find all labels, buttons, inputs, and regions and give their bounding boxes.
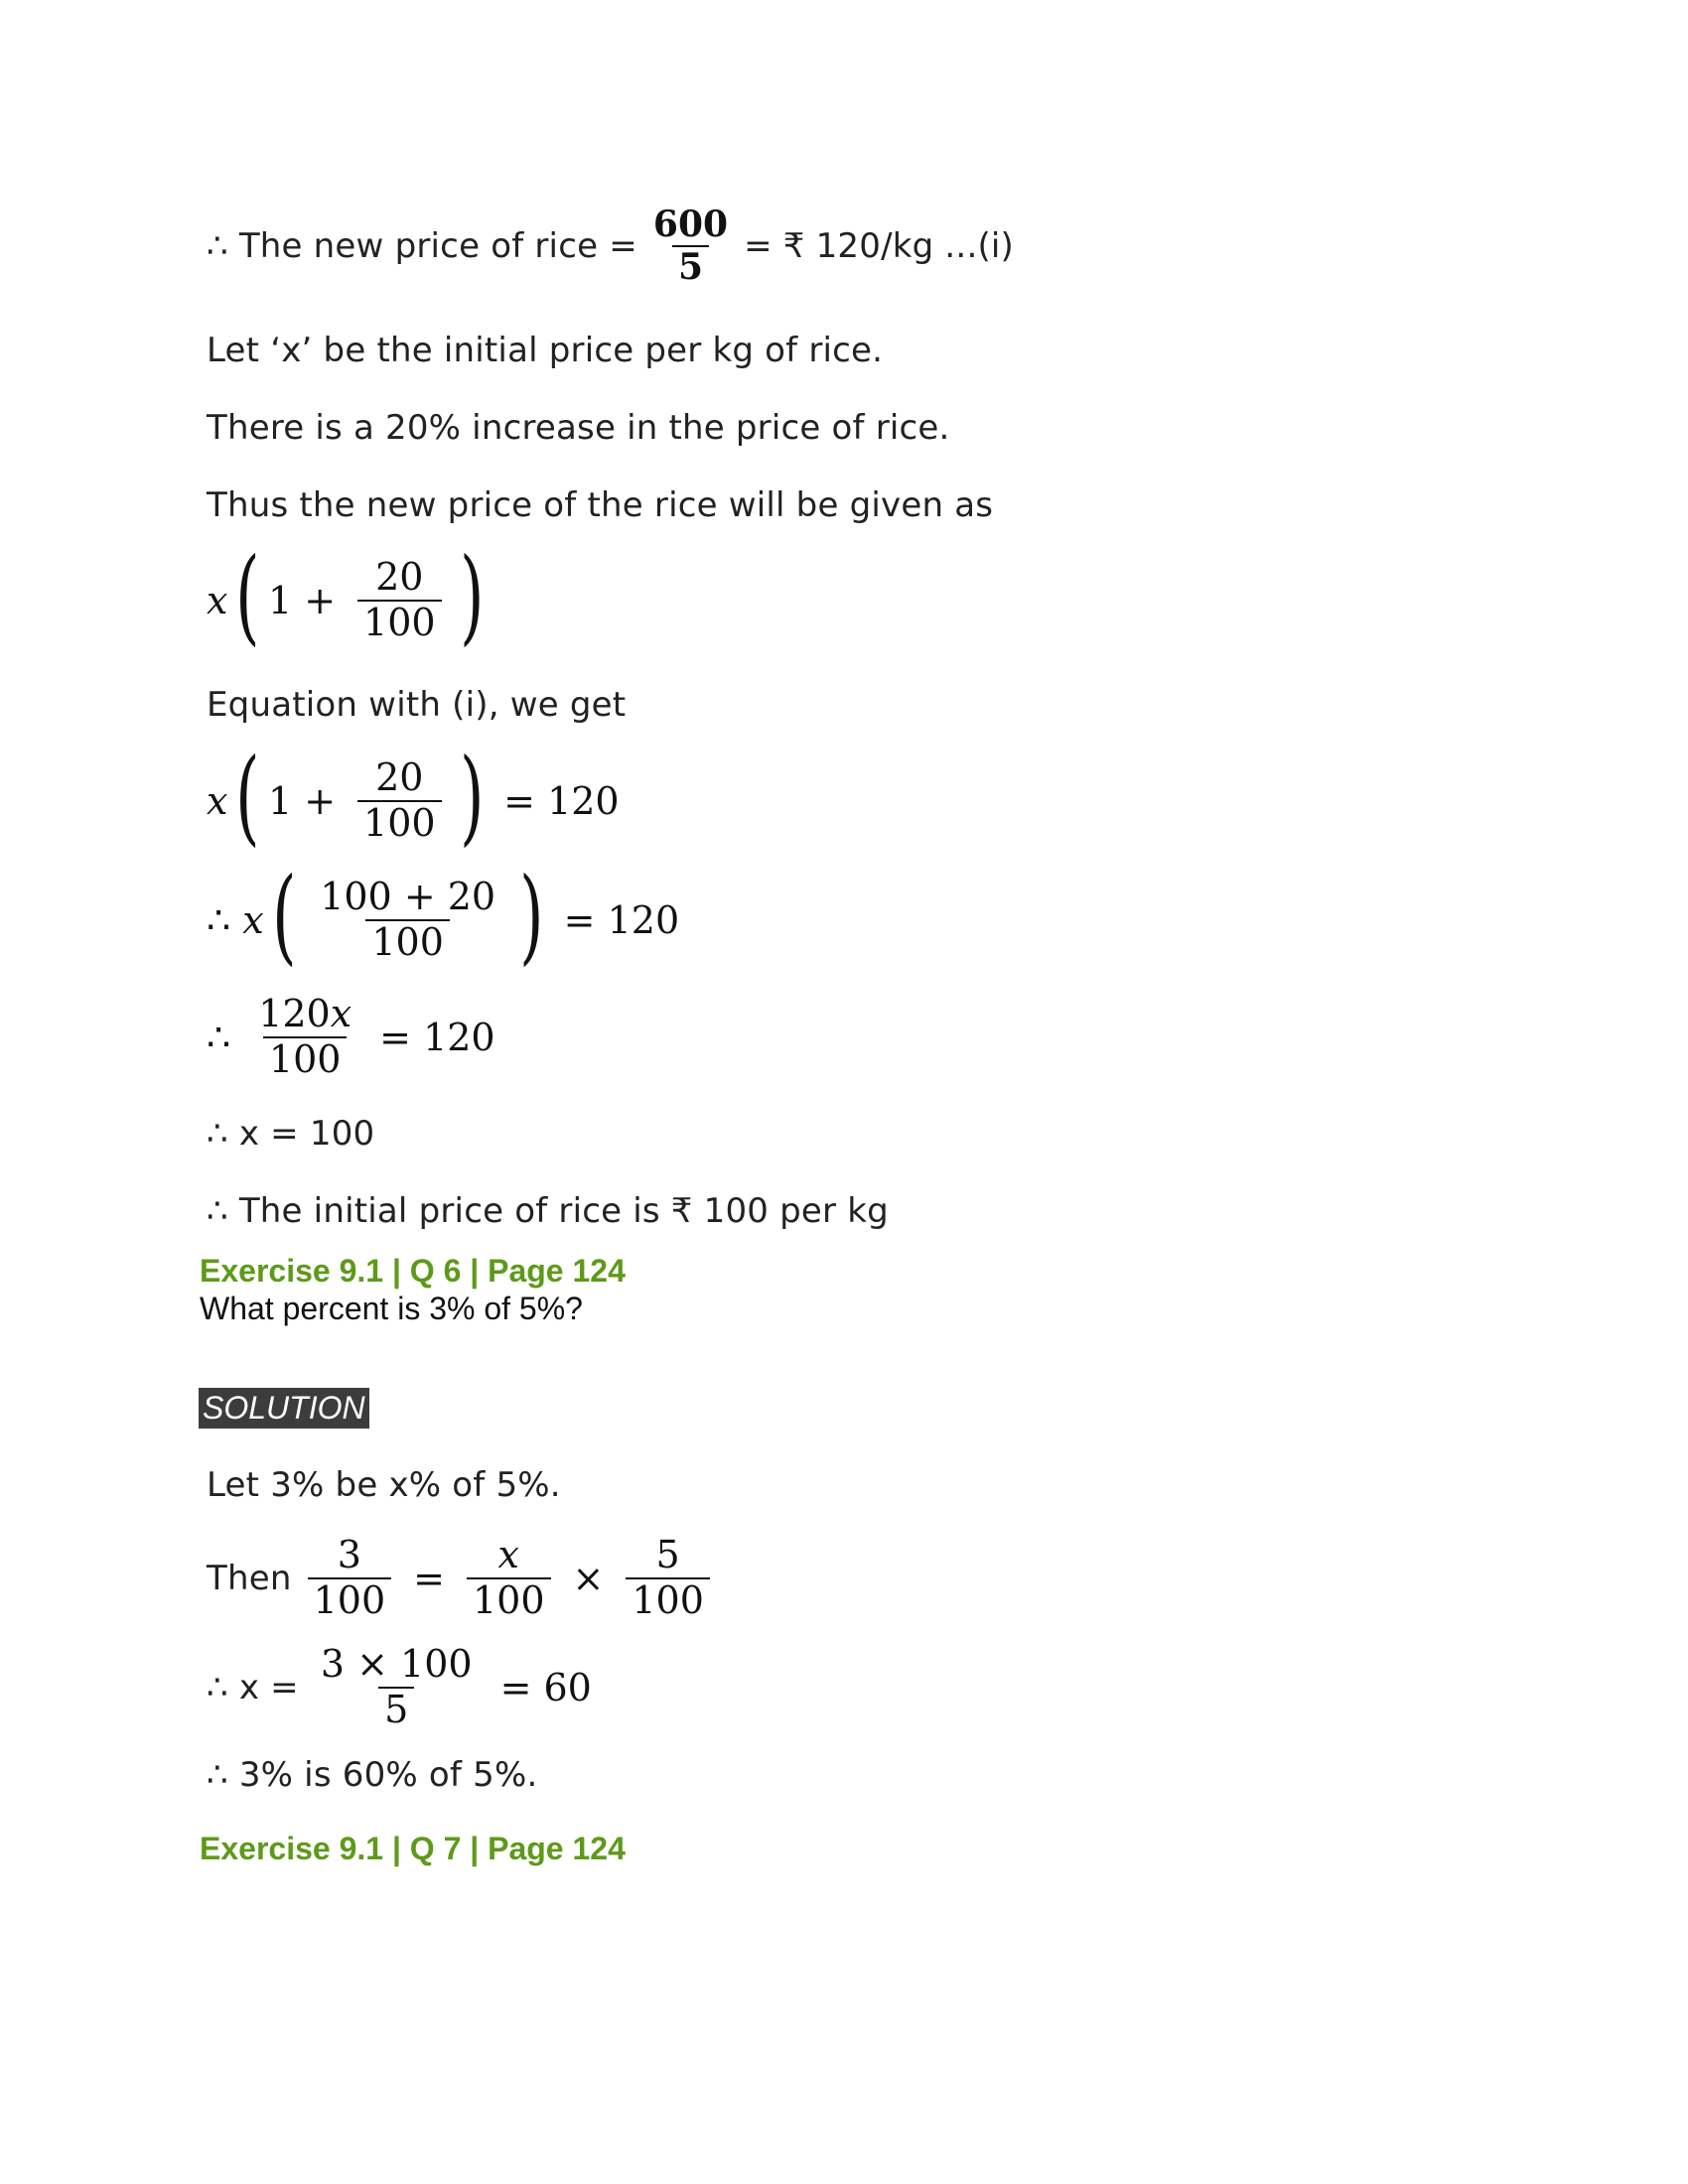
variable-x: x	[242, 898, 264, 942]
conclusion-initial-price: ∴ The initial price of rice is ₹ 100 per kg	[207, 1191, 889, 1231]
fraction-20-over-100	[357, 556, 442, 644]
fraction-numerator	[252, 993, 357, 1036]
right-paren: )	[459, 736, 485, 857]
plus-sign: +	[304, 779, 337, 823]
variable-x: x	[207, 779, 228, 823]
new-price-prefix: ∴ The new price of rice =	[207, 226, 637, 267]
fraction-denominator: 100	[308, 1577, 392, 1623]
q6-question: What percent is 3% of 5%?	[200, 1291, 583, 1326]
fraction-numerator: 600	[652, 204, 729, 245]
fraction-5-over-100	[626, 1534, 710, 1622]
expression-4	[207, 993, 507, 1081]
fraction-120-over-100	[314, 876, 501, 964]
x-result: ∴ x = 100	[207, 1114, 375, 1154]
expression-2	[207, 736, 632, 857]
variable-x: x	[330, 992, 352, 1035]
fraction-numerator: 20	[375, 755, 424, 800]
rhs: = 120	[379, 1015, 495, 1059]
rhs: = 120	[563, 898, 680, 942]
fraction-denominator: 5	[672, 245, 709, 288]
fraction-numerator: 20	[375, 555, 424, 600]
equals-sign: =	[413, 1556, 445, 1600]
therefore-symbol: ∴	[207, 1015, 231, 1059]
fraction-x-over-100	[467, 1534, 551, 1622]
then-word: Then	[207, 1558, 292, 1598]
increase-text: There is a 20% increase in the price of rice.	[207, 408, 950, 448]
solution-badge[interactable]: SOLUTION	[199, 1388, 369, 1429]
fraction-denominator: 100	[357, 600, 442, 645]
fraction-denominator: 100	[626, 1577, 710, 1623]
fraction-numerator: 3	[337, 1533, 361, 1576]
expression-3	[207, 855, 691, 976]
exercise-q6-header: Exercise 9.1 | Q 6 | Page 124	[200, 1253, 626, 1289]
fraction-300-over-5	[315, 1643, 479, 1731]
new-price-suffix: = ₹ 120/kg ...(i)	[744, 226, 1015, 267]
left-paren: (	[235, 535, 260, 656]
left-paren: (	[235, 736, 260, 857]
plus-sign: +	[304, 579, 337, 622]
equation-with-text: Equation with (i), we get	[207, 685, 627, 725]
let-initial-text: Let ‘x’ be the initial price per kg of rice.	[207, 331, 884, 370]
therefore-symbol: ∴	[207, 898, 231, 942]
fraction-denominator: 100	[263, 1036, 348, 1082]
fraction-denominator: 100	[357, 800, 442, 846]
q6-conclusion: ∴ 3% is 60% of 5%.	[207, 1755, 538, 1795]
left-paren: (	[271, 855, 297, 976]
expression-1	[207, 535, 492, 656]
q6-x-equation	[207, 1643, 604, 1731]
fraction-denominator: 100	[365, 919, 450, 965]
rhs: = 120	[503, 779, 620, 823]
rhs: = 60	[499, 1665, 592, 1709]
fraction-20-over-100	[357, 756, 442, 845]
fraction-numerator: 100 + 20	[320, 875, 496, 919]
exercise-q7-header: Exercise 9.1 | Q 7 | Page 124	[200, 1831, 626, 1866]
fraction-denominator: 5	[378, 1687, 414, 1732]
q6-then-equation	[207, 1534, 720, 1622]
right-paren: )	[519, 855, 544, 976]
new-price-line	[207, 205, 1014, 289]
fraction-120x-over-100	[252, 993, 357, 1081]
fraction-denominator: 100	[467, 1577, 551, 1623]
fraction-numerator: 3 × 100	[320, 1642, 473, 1686]
q6-let-text: Let 3% be x% of 5%.	[207, 1465, 561, 1505]
thus-text: Thus the new price of the rice will be given as	[207, 485, 994, 525]
numerator-coefficient: 120	[258, 992, 331, 1035]
fraction-600-over-5	[647, 205, 734, 289]
term-one: 1	[268, 779, 293, 823]
times-sign: ×	[572, 1556, 605, 1600]
term-one: 1	[268, 579, 293, 622]
x-equals-prefix: ∴ x =	[207, 1667, 299, 1707]
fraction-numerator: x	[497, 1533, 519, 1576]
fraction-numerator: 5	[655, 1533, 680, 1576]
variable-x: x	[207, 579, 228, 622]
fraction-3-over-100	[308, 1534, 392, 1622]
right-paren: )	[459, 535, 485, 656]
